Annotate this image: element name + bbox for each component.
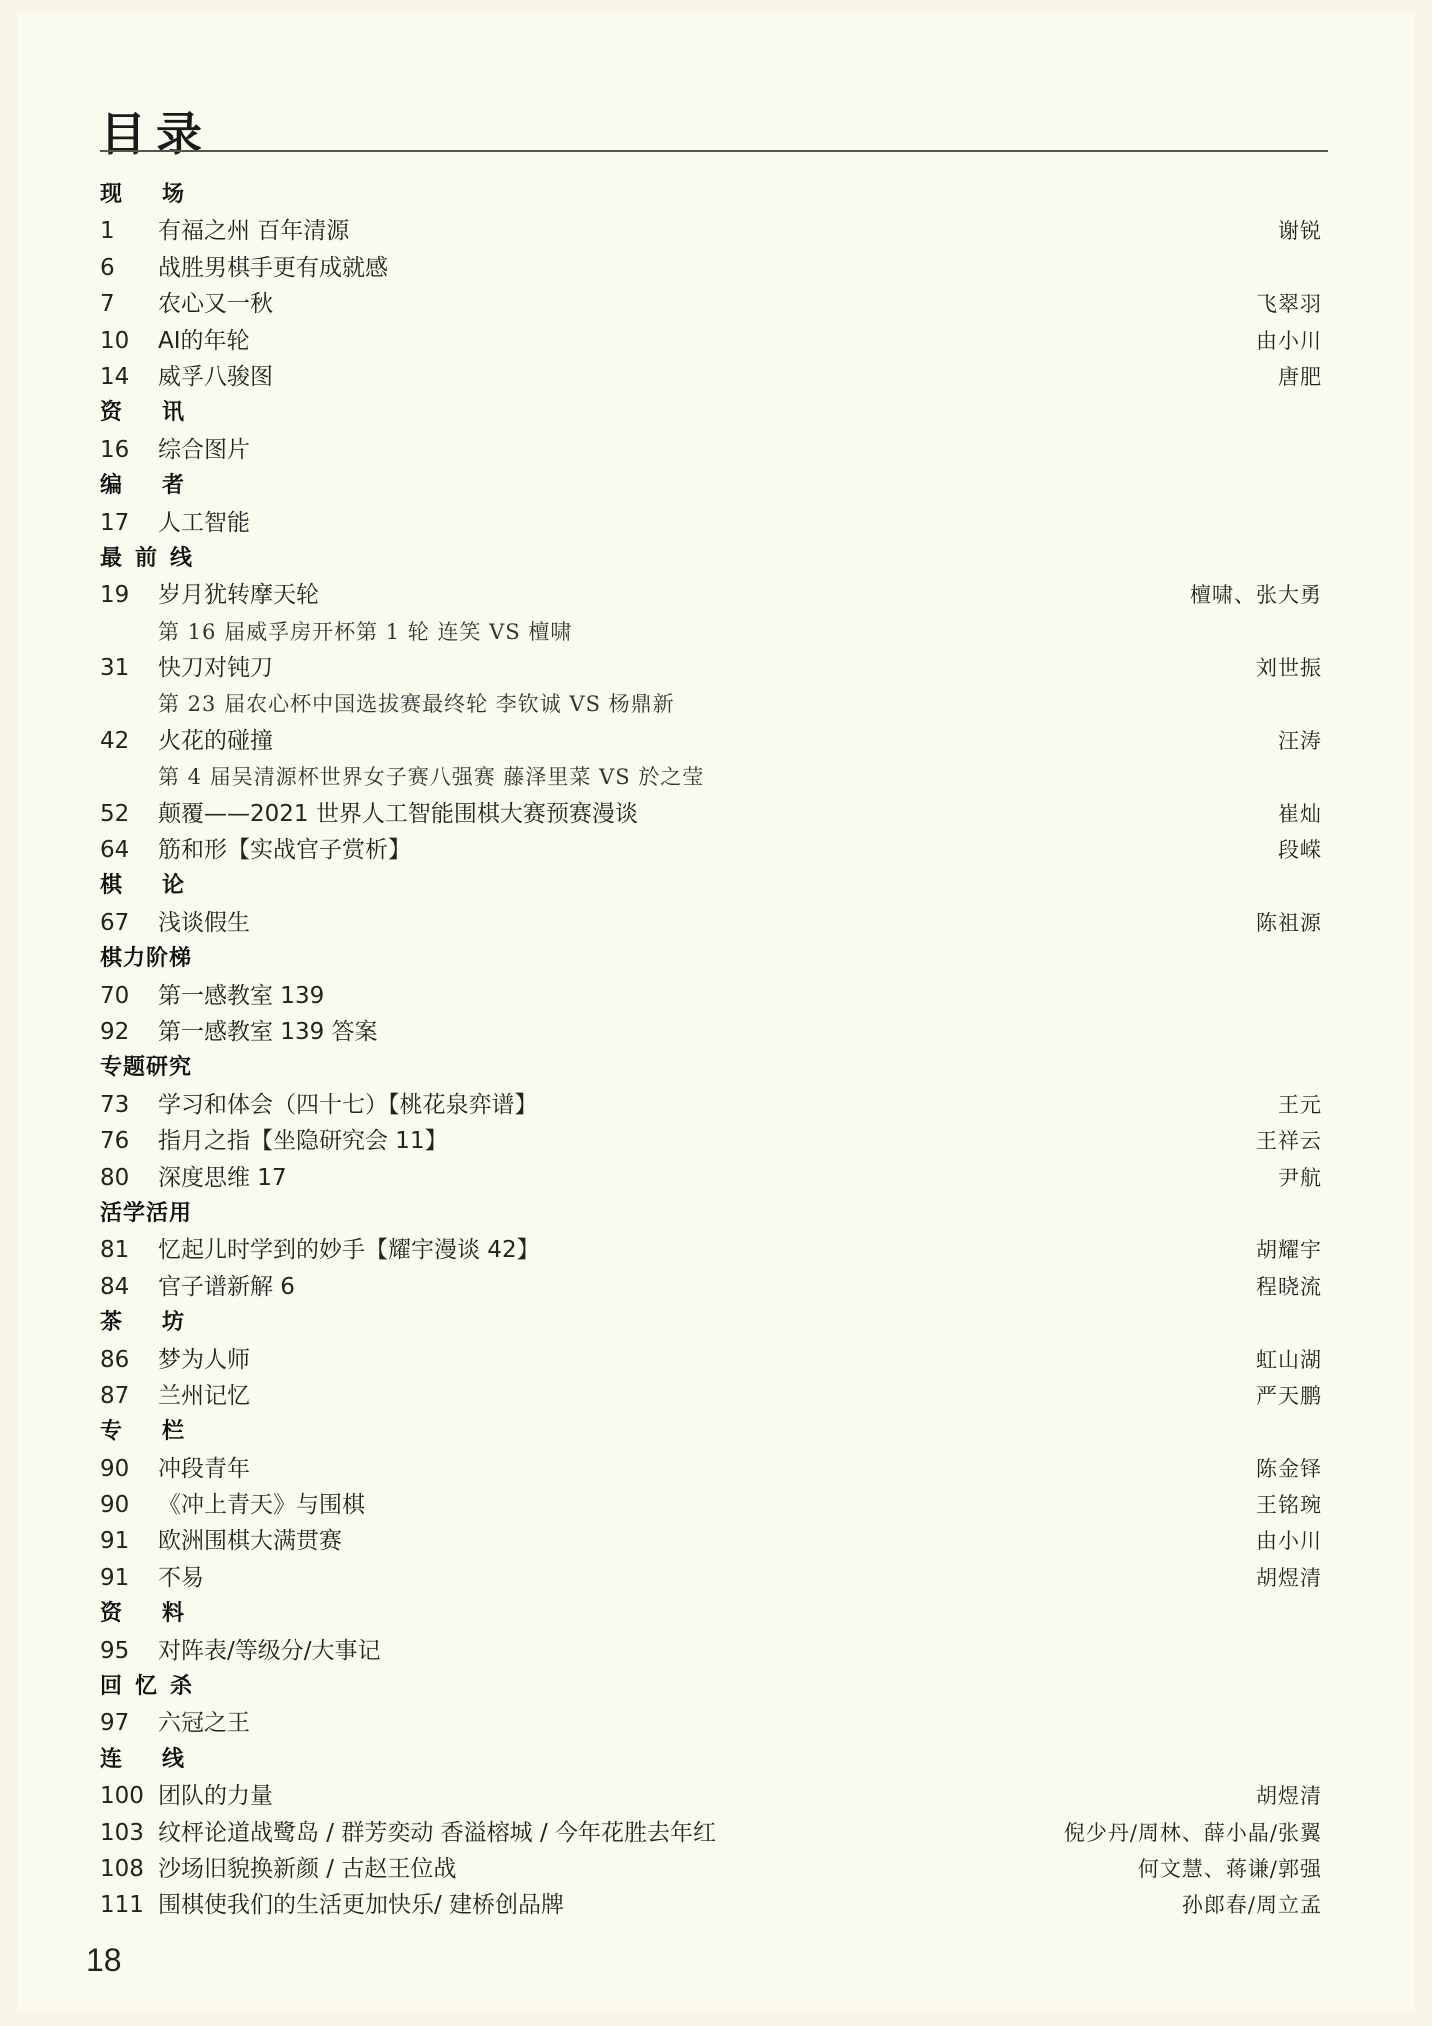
entry-page-number: 6 xyxy=(100,254,115,281)
entry-page-number: 87 xyxy=(100,1382,130,1409)
entry-title[interactable]: 快刀对钝刀 xyxy=(158,655,273,682)
toc-entry[interactable] xyxy=(100,1269,1328,1305)
entry-title[interactable]: 梦为人师 xyxy=(158,1346,250,1373)
entry-subtitle: 第 16 届威孚房开杯第 1 轮 连笑 VS 檀啸 xyxy=(158,619,573,644)
entry-title[interactable]: 战胜男棋手更有成就感 xyxy=(158,254,388,281)
entry-title[interactable]: AI的年轮 xyxy=(158,327,250,354)
section-title: 茶坊 xyxy=(100,1310,225,1336)
entry-page-number: 19 xyxy=(100,582,130,609)
entry-author: 何文慧、蒋谦/郭强 xyxy=(1137,1856,1322,1881)
section-header xyxy=(100,1050,1328,1086)
entry-author: 胡煜清 xyxy=(1256,1565,1322,1590)
toc-entry[interactable] xyxy=(100,978,1328,1014)
entry-author: 程晓流 xyxy=(1256,1274,1322,1299)
section-title: 活学活用 xyxy=(100,1200,193,1226)
table-of-contents xyxy=(100,177,1328,1924)
entry-author: 由小川 xyxy=(1256,1529,1322,1554)
entry-title[interactable]: 纹枰论道战鹭岛 / 群芳奕动 香溢榕城 / 今年花胜去年红 xyxy=(158,1819,717,1846)
entry-subtitle: 第 4 届吴清源杯世界女子赛八强赛 藤泽里菜 VS 於之莹 xyxy=(158,765,705,790)
entry-title[interactable]: 六冠之王 xyxy=(158,1710,250,1737)
entry-page-number: 92 xyxy=(100,1018,130,1045)
toc-entry[interactable] xyxy=(100,905,1328,941)
toc-entry[interactable] xyxy=(100,1523,1328,1559)
entry-author: 王元 xyxy=(1278,1092,1322,1117)
toc-entry[interactable] xyxy=(100,1451,1328,1487)
toc-entry[interactable] xyxy=(100,1815,1328,1851)
entry-page-number: 108 xyxy=(100,1855,144,1882)
section-title: 棋论 xyxy=(100,873,225,899)
entry-author: 崔灿 xyxy=(1278,801,1322,826)
toc-entry[interactable] xyxy=(100,1087,1328,1123)
entry-page-number: 7 xyxy=(100,291,115,318)
entry-page-number: 67 xyxy=(100,909,130,936)
entry-page-number: 16 xyxy=(100,436,130,463)
section-title: 资料 xyxy=(100,1601,225,1627)
entry-page-number: 90 xyxy=(100,1492,130,1519)
section-title: 棋力阶梯 xyxy=(100,946,193,972)
entry-page-number: 86 xyxy=(100,1346,130,1373)
section-header xyxy=(100,1305,1328,1341)
entry-page-number: 90 xyxy=(100,1455,130,1482)
entry-title[interactable]: 第一感教室 139 答案 xyxy=(158,1018,378,1045)
toc-entry[interactable] xyxy=(100,1123,1328,1159)
toc-entry[interactable] xyxy=(100,505,1328,541)
entry-page-number: 111 xyxy=(100,1892,144,1919)
entry-title[interactable]: 官子谱新解 6 xyxy=(158,1273,295,1300)
entry-title[interactable]: 人工智能 xyxy=(158,509,250,536)
section-header xyxy=(100,1596,1328,1632)
entry-page-number: 97 xyxy=(100,1710,130,1737)
entry-title[interactable]: 兰州记忆 xyxy=(158,1382,250,1409)
toc-entry[interactable] xyxy=(100,723,1328,759)
toc-entry[interactable] xyxy=(100,650,1328,686)
entry-author: 虹山湖 xyxy=(1256,1347,1322,1372)
entry-title[interactable]: 深度思维 17 xyxy=(158,1164,287,1191)
section-title: 专栏 xyxy=(100,1419,225,1445)
entry-page-number: 100 xyxy=(100,1783,144,1810)
entry-author: 谢锐 xyxy=(1278,219,1322,244)
entry-title[interactable]: 沙场旧貌换新颜 / 古赵王位战 xyxy=(158,1855,457,1882)
entry-title[interactable]: 威孚八骏图 xyxy=(158,363,273,390)
toc-entry-subtitle xyxy=(100,614,1328,650)
toc-entry[interactable] xyxy=(100,359,1328,395)
entry-page-number: 52 xyxy=(100,800,130,827)
entry-title[interactable]: 指月之指【坐隐研究会 11】 xyxy=(158,1128,448,1155)
entry-page-number: 73 xyxy=(100,1091,130,1118)
entry-author: 陈金铎 xyxy=(1256,1456,1322,1481)
toc-entry[interactable] xyxy=(100,832,1328,868)
entry-author: 檀啸、张大勇 xyxy=(1190,583,1322,608)
entry-title[interactable]: 学习和体会（四十七）【桃花泉弈谱】 xyxy=(158,1091,538,1118)
toc-entry[interactable] xyxy=(100,1342,1328,1378)
toc-entry[interactable] xyxy=(100,323,1328,359)
toc-entry-subtitle xyxy=(100,759,1328,795)
entry-title[interactable]: 有福之州 百年清源 xyxy=(158,218,350,245)
entry-title[interactable]: 冲段青年 xyxy=(158,1455,250,1482)
section-title: 回忆杀 xyxy=(100,1674,206,1700)
toc-entry[interactable] xyxy=(100,1378,1328,1414)
toc-entry[interactable] xyxy=(100,432,1328,468)
entry-author: 汪涛 xyxy=(1278,728,1322,753)
entry-page-number: 81 xyxy=(100,1237,130,1264)
toc-entry[interactable] xyxy=(100,1560,1328,1596)
section-header xyxy=(100,941,1328,977)
entry-title[interactable]: 忆起儿时学到的妙手【耀宇漫谈 42】 xyxy=(158,1237,540,1264)
entry-author: 王祥云 xyxy=(1256,1129,1322,1154)
entry-page-number: 103 xyxy=(100,1819,144,1846)
entry-page-number: 91 xyxy=(100,1564,130,1591)
section-header xyxy=(100,868,1328,904)
toc-entry[interactable] xyxy=(100,1887,1328,1923)
entry-title[interactable]: 欧洲围棋大满贯赛 xyxy=(158,1528,342,1555)
toc-entry[interactable] xyxy=(100,213,1328,249)
section-title: 最前线 xyxy=(100,545,206,571)
entry-subtitle: 第 23 届农心杯中国选拔赛最终轮 李钦诚 VS 杨鼎新 xyxy=(158,692,675,717)
toc-entry[interactable] xyxy=(100,1851,1328,1887)
entry-title[interactable]: 对阵表/等级分/大事记 xyxy=(158,1637,381,1664)
entry-author: 孙郎春/周立孟 xyxy=(1181,1893,1322,1918)
entry-title[interactable]: 综合图片 xyxy=(158,436,250,463)
entry-author: 唐肥 xyxy=(1278,364,1322,389)
entry-page-number: 64 xyxy=(100,837,130,864)
page-number: 18 xyxy=(86,1942,122,1978)
entry-page-number: 84 xyxy=(100,1273,130,1300)
toc-entry[interactable] xyxy=(100,1232,1328,1268)
entry-author: 王铭琬 xyxy=(1256,1493,1322,1518)
section-header xyxy=(100,1414,1328,1450)
entry-page-number: 10 xyxy=(100,327,130,354)
entry-page-number: 70 xyxy=(100,982,130,1009)
entry-page-number: 31 xyxy=(100,655,130,682)
entry-page-number: 14 xyxy=(100,363,130,390)
entry-author: 胡耀宇 xyxy=(1256,1238,1322,1263)
section-title: 现场 xyxy=(100,182,225,207)
section-header xyxy=(100,468,1328,504)
entry-author: 胡煜清 xyxy=(1256,1784,1322,1809)
toc-entry[interactable] xyxy=(100,1487,1328,1523)
entry-title[interactable]: 火花的碰撞 xyxy=(158,727,273,754)
toc-entry[interactable] xyxy=(100,1633,1328,1669)
entry-page-number: 80 xyxy=(100,1164,130,1191)
toc-entry[interactable] xyxy=(100,1014,1328,1050)
page-title: 目录 xyxy=(100,107,212,161)
entry-title[interactable]: 《冲上青天》与围棋 xyxy=(158,1492,365,1519)
entry-author: 陈祖源 xyxy=(1256,910,1322,935)
entry-author: 刘世振 xyxy=(1256,656,1322,681)
entry-title[interactable]: 围棋使我们的生活更加快乐/ 建桥创品牌 xyxy=(158,1892,565,1919)
title-divider xyxy=(100,150,1328,152)
entry-title[interactable]: 农心又一秋 xyxy=(158,291,273,318)
entry-author: 严天鹏 xyxy=(1256,1383,1322,1408)
toc-entry[interactable] xyxy=(100,796,1328,832)
entry-title[interactable]: 不易 xyxy=(158,1564,204,1591)
toc-entry-subtitle xyxy=(100,686,1328,722)
entry-title[interactable]: 第一感教室 139 xyxy=(158,982,325,1009)
entry-author: 尹航 xyxy=(1278,1165,1322,1190)
entry-title[interactable]: 团队的力量 xyxy=(158,1783,273,1810)
entry-title[interactable]: 筋和形【实战官子赏析】 xyxy=(158,837,411,864)
section-header xyxy=(100,541,1328,577)
toc-entry[interactable] xyxy=(100,1160,1328,1196)
section-header xyxy=(100,177,1328,213)
entry-author: 飞翠羽 xyxy=(1256,292,1322,317)
section-title: 专题研究 xyxy=(100,1055,193,1081)
section-title: 编者 xyxy=(100,473,225,499)
entry-page-number: 17 xyxy=(100,509,130,536)
toc-entry[interactable] xyxy=(100,1778,1328,1814)
entry-author: 由小川 xyxy=(1256,328,1322,353)
entry-page-number: 91 xyxy=(100,1528,130,1555)
section-header xyxy=(100,1669,1328,1705)
toc-entry[interactable] xyxy=(100,250,1328,286)
entry-title[interactable]: 颠覆——2021 世界人工智能围棋大赛预赛漫谈 xyxy=(158,800,638,827)
entry-author: 段嵘 xyxy=(1278,838,1322,863)
entry-title[interactable]: 岁月犹转摩天轮 xyxy=(158,582,319,609)
entry-page-number: 95 xyxy=(100,1637,130,1664)
section-header xyxy=(100,1196,1328,1232)
toc-entry[interactable] xyxy=(100,1705,1328,1741)
toc-entry[interactable] xyxy=(100,286,1328,322)
toc-entry[interactable] xyxy=(100,577,1328,613)
entry-title[interactable]: 浅谈假生 xyxy=(158,909,250,936)
section-header xyxy=(100,1742,1328,1778)
section-title: 资讯 xyxy=(100,400,225,426)
entry-page-number: 76 xyxy=(100,1128,130,1155)
entry-author: 倪少丹/周林、薛小晶/张翼 xyxy=(1063,1820,1322,1845)
section-header xyxy=(100,395,1328,431)
section-title: 连线 xyxy=(100,1746,225,1772)
entry-page-number: 1 xyxy=(100,218,115,245)
entry-page-number: 42 xyxy=(100,727,130,754)
